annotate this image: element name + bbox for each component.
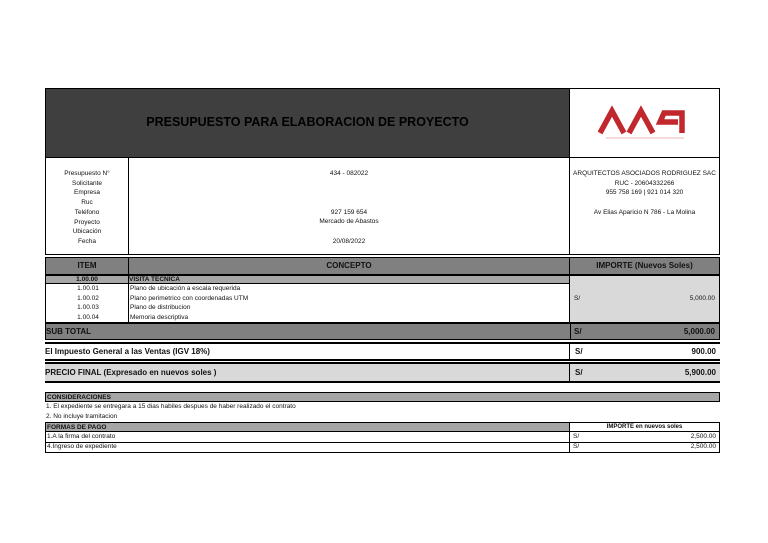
final-currency: S/ <box>575 368 583 377</box>
payment-amount-header-label: IMPORTE en nuevos soles <box>606 424 683 430</box>
value-empresa <box>129 188 569 198</box>
payment-title: FORMAS DE PAGO <box>47 424 107 431</box>
value-ruc <box>129 198 569 208</box>
amount-value: 5,000.00 <box>689 295 715 302</box>
company-info-cell <box>569 157 720 255</box>
payment-row-2-value: 2,500.00 <box>690 443 716 450</box>
company-spacer <box>570 198 719 208</box>
label-presupuesto: Presupuesto N° <box>64 170 110 177</box>
payment-row-divider <box>46 442 719 443</box>
value-telefono: 927 159 654 <box>330 208 368 216</box>
row-concept-3: Plano de distribucion <box>130 304 191 311</box>
label-telefono: Teléfono <box>74 208 100 216</box>
label-fecha: Fecha <box>77 237 97 245</box>
consideration-1: 1. El expediente se entregara a 15 dias habiles despues de haber realizado el contrato <box>46 403 296 410</box>
page-title: PRESUPUESTO PARA ELABORACION DE PROYECTO <box>146 115 469 129</box>
col-header-amount <box>569 257 720 275</box>
row-concept-1: Plano de ubicación a escala requerida <box>130 285 241 292</box>
col-header-item <box>45 257 129 275</box>
row-item-4: 1.00.04 <box>77 313 99 321</box>
payment-row-2-currency: S/ <box>573 443 580 450</box>
final-value: 5,900.00 <box>684 368 716 377</box>
row-concept-4: Memoria descriptiva <box>130 313 189 321</box>
info-values <box>129 169 569 247</box>
value-solicitante <box>129 179 569 189</box>
considerations-header <box>45 392 720 402</box>
payment-row-1-currency: S/ <box>573 433 580 440</box>
amount-cell <box>569 275 720 323</box>
payment-row-1-value: 2,500.00 <box>690 433 716 440</box>
company-ruc: RUC - 20604332266 <box>614 179 675 187</box>
label-proyecto: Proyecto <box>74 218 100 226</box>
final-divider <box>569 364 570 381</box>
value-presupuesto: 434 - 082022 <box>329 170 369 177</box>
igv-currency: S/ <box>575 347 583 356</box>
section-item: 1.00.00 <box>76 276 98 283</box>
considerations-title: CONSIDERACIONES <box>47 394 111 401</box>
col-header-concept <box>128 257 570 275</box>
col-header-amount-label: IMPORTE (Nuevos Soles) <box>596 261 693 270</box>
igv-label: El Impuesto General a las Ventas (IGV 18%) <box>45 347 210 356</box>
payment-row-1-label: 1.A la firma del contrato <box>47 433 116 440</box>
subtotal-divider <box>570 324 571 339</box>
company-phones: 955 758 169 | 921 014 320 <box>605 189 684 197</box>
final-row <box>45 362 720 383</box>
consideration-2: 2. No incluye tramitacion <box>46 413 118 420</box>
section-concept: VISITA TECNICA <box>129 276 180 283</box>
label-ubicacion: Ubicación <box>72 228 102 236</box>
amount-currency: S/ <box>574 295 581 302</box>
igv-divider <box>569 344 570 359</box>
igv-row <box>45 342 720 361</box>
value-fecha: 20/08/2022 <box>332 237 366 245</box>
info-labels <box>46 169 128 247</box>
payment-amount-header <box>569 422 720 432</box>
payment-row-2-label: 4.Ingreso de expediente <box>47 443 117 450</box>
col-header-item-label: ITEM <box>77 261 97 270</box>
label-empresa: Empresa <box>73 189 100 197</box>
subtotal-row <box>45 323 720 340</box>
row-item-3: 1.00.03 <box>77 304 99 311</box>
row-item-1: 1.00.01 <box>77 285 99 292</box>
header-title-cell <box>45 88 570 158</box>
value-proyecto: Mercado de Abastos <box>319 218 379 226</box>
company-name: ARQUITECTOS ASOCIADOS RODRIGUEZ SAC <box>573 170 716 177</box>
label-ruc: Ruc <box>81 199 93 207</box>
igv-value: 900.00 <box>691 347 716 356</box>
label-solicitante: Solicitante <box>72 179 102 187</box>
logo-cell <box>569 88 720 158</box>
company-logo <box>598 105 692 139</box>
info-labels-cell <box>45 157 129 255</box>
subtotal-currency: S/ <box>574 327 582 336</box>
payment-col-divider <box>569 432 570 452</box>
company-info <box>570 169 719 218</box>
payment-rows <box>45 432 720 453</box>
info-values-cell <box>128 157 570 255</box>
company-address: Av Elias Aparicio N 786 - La Molina <box>593 208 696 216</box>
row-concept-2: Plano perimetrico con coordenadas UTM <box>130 294 249 302</box>
subtotal-value: 5,000.00 <box>683 327 715 336</box>
col-header-concept-label: CONCEPTO <box>326 261 372 270</box>
value-ubicacion <box>129 227 569 237</box>
final-label: PRECIO FINAL (Expresado en nuevos soles ) <box>45 368 217 377</box>
item-rows <box>45 284 570 323</box>
row-item-2: 1.00.02 <box>77 294 99 302</box>
subtotal-label: SUB TOTAL <box>46 327 92 336</box>
